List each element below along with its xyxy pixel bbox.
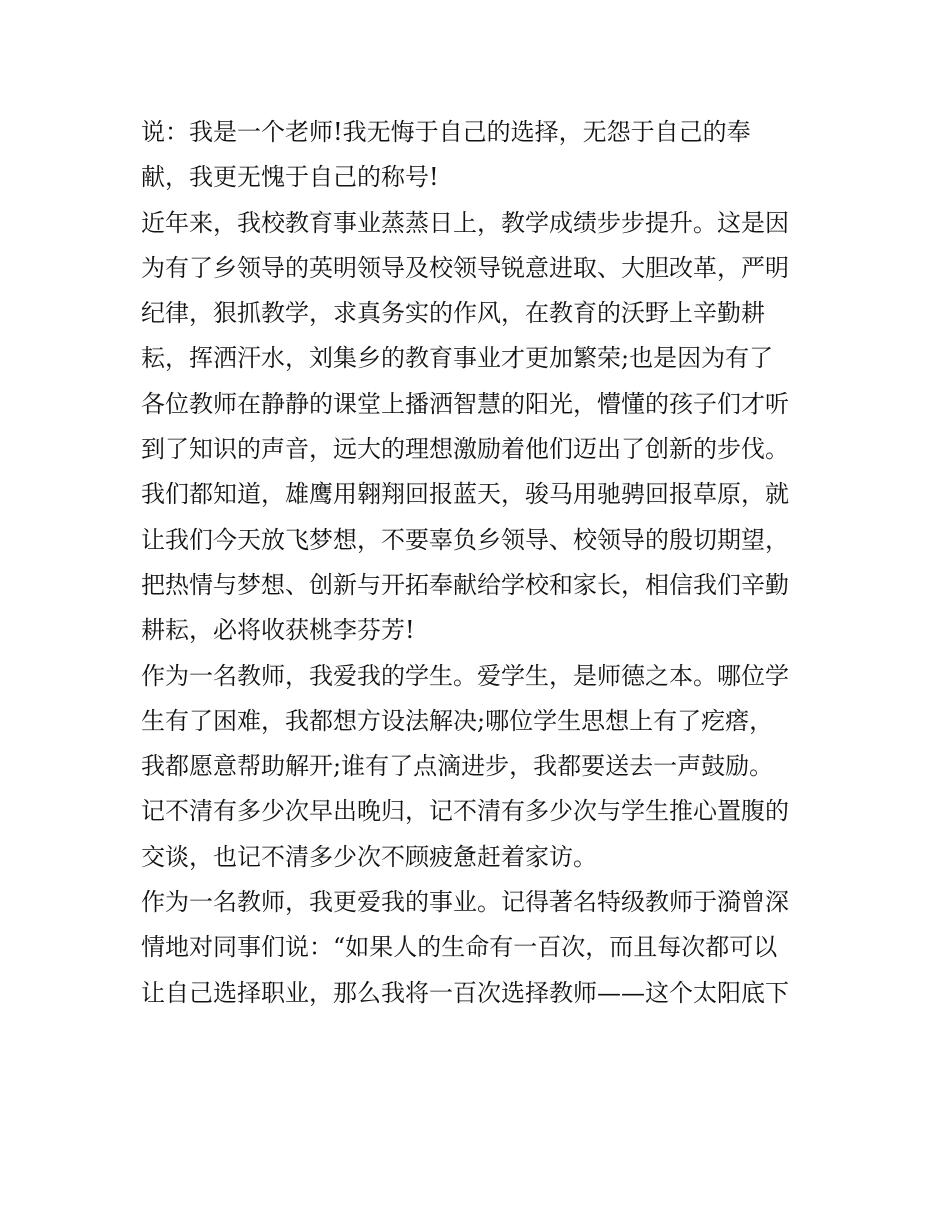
text-line: 让我们今天放飞梦想，不要辜负乡领导、校领导的殷切期望， [141,525,789,554]
body-text [141,110,821,1016]
text-line: 作为一名教师，我更爱我的事业。记得著名特级教师于漪曾深 [141,888,789,917]
text-line: 耘，挥洒汗水，刘集乡的教育事业才更加繁荣;也是因为有了 [141,344,774,373]
text-line: 交谈，也记不清多少次不顾疲惫赶着家访。 [141,842,597,871]
text-line: 生有了困难，我都想方设法解决;哪位学生思想上有了疙瘩， [141,706,774,735]
text-line: 把热情与梦想、创新与开拓奉献给学校和家长，相信我们辛勤 [141,570,789,599]
text-line: 到了知识的声音，远大的理想激励着他们迈出了创新的步伐。 [141,435,789,464]
text-line: 耕耘，必将收获桃李芬芳! [141,616,415,645]
text-line: 情地对同事们说：“如果人的生命有一百次，而且每次都可以 [141,933,778,962]
text-line: 让自己选择职业，那么我将一百次选择教师——这个太阳底下 [141,978,789,1007]
text-line: 为有了乡领导的英明领导及校领导锐意进取、大胆改革，严明 [141,253,789,282]
text-line: 我们都知道，雄鹰用翱翔回报蓝天，骏马用驰骋回报草原，就 [141,480,789,509]
text-line: 记不清有多少次早出晚归，记不清有多少次与学生推心置腹的 [141,797,789,826]
text-line: 纪律，狠抓教学，求真务实的作风，在教育的沃野上辛勤耕 [141,299,765,328]
text-line: 说：我是一个老师!我无悔于自己的选择，无怨于自己的奉 [141,118,751,146]
text-line: 作为一名教师，我爱我的学生。爱学生，是师德之本。哪位学 [141,661,789,690]
text-line: 各位教师在静静的课堂上播洒智慧的阳光，懵懂的孩子们才听 [141,389,789,418]
text-line: 我都愿意帮助解开;谁有了点滴进步，我都要送去一声鼓励。 [141,752,774,781]
text-line: 献，我更无愧于自己的称号! [141,163,439,192]
text-line: 近年来，我校教育事业蒸蒸日上，教学成绩步步提升。这是因 [141,208,789,237]
